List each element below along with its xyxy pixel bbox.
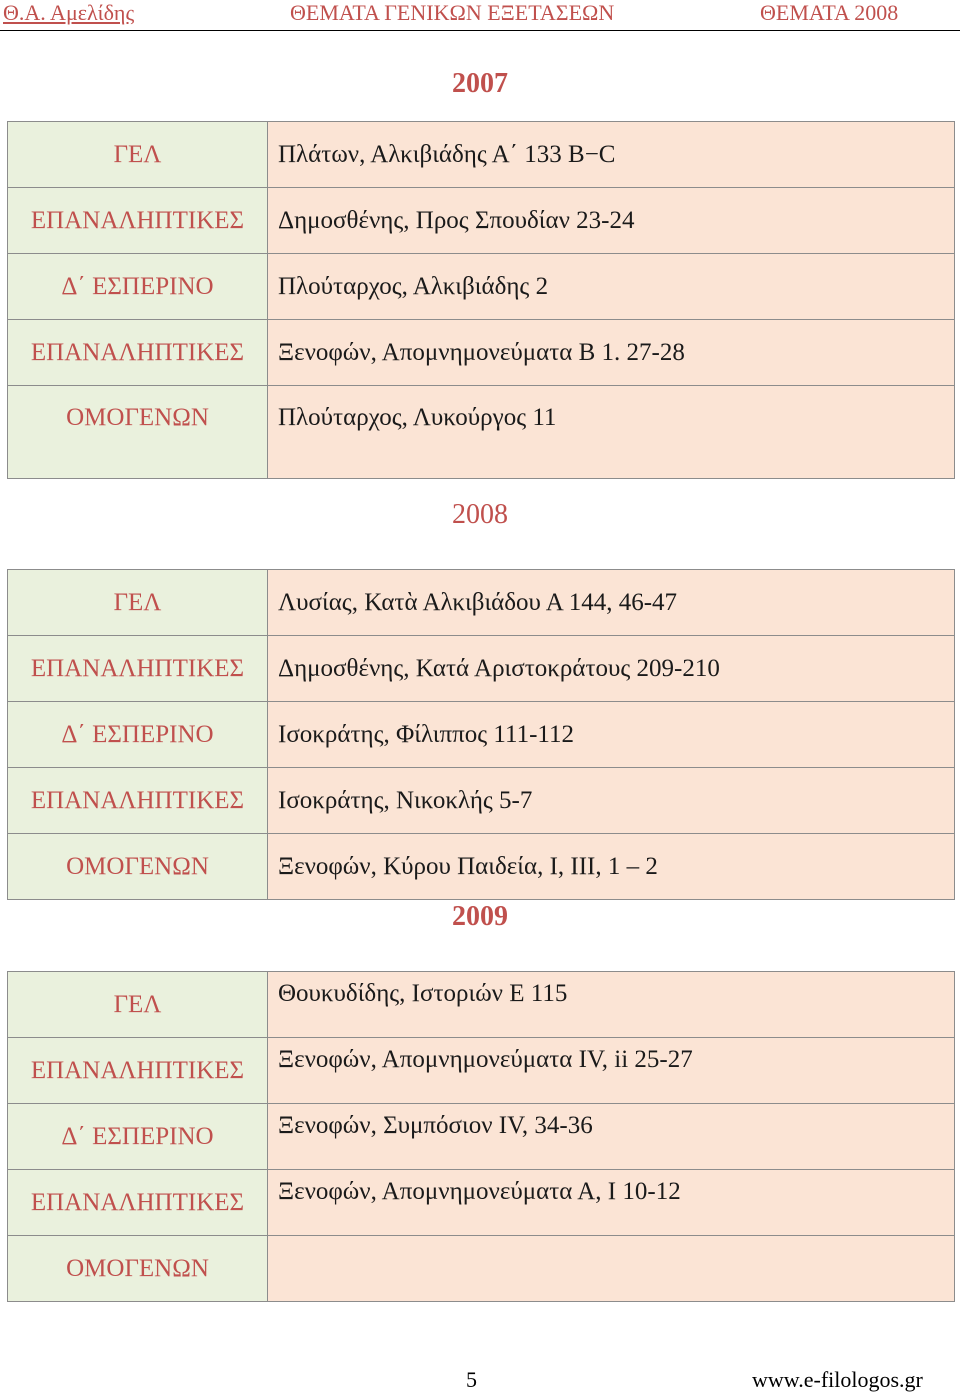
header-divider [0, 30, 960, 31]
category-cell: ΕΠΑΝΑΛΗΠΤΙΚΕΣ [8, 636, 268, 702]
category-cell: ΟΜΟΓΕΝΩΝ [8, 1236, 268, 1302]
page-number: 5 [466, 1367, 477, 1392]
year-heading-2007: 2007 [452, 68, 508, 99]
text-cell: Πλούταρχος, Λυκούργος 11 [268, 386, 955, 479]
table-row [8, 1038, 955, 1104]
exam-table-2007 [7, 121, 955, 479]
category-cell: ΟΜΟΓΕΝΩΝ [8, 386, 268, 479]
header-title: ΘΕΜΑΤΑ ΓΕΝΙΚΩΝ ΕΞΕΤΑΣΕΩΝ [290, 0, 615, 25]
header-right: ΘΕΜΑΤΑ 2008 [760, 0, 899, 25]
text-cell: Ξενοφών, Απομνημονεύματα Α, Ι 10-12 [268, 1170, 955, 1236]
category-cell: ΕΠΑΝΑΛΗΠΤΙΚΕΣ [8, 320, 268, 386]
year-heading-2009: 2009 [452, 901, 508, 932]
text-cell: Δημοσθένης, Κατά Αριστοκράτους 209-210 [268, 636, 955, 702]
table-row [8, 570, 955, 636]
category-cell: Δ΄ ΕΣΠΕΡΙΝΟ [8, 254, 268, 320]
year-heading-2008: 2008 [452, 499, 508, 530]
footer-site: www.e-filologos.gr [752, 1367, 923, 1392]
category-cell: ΟΜΟΓΕΝΩΝ [8, 834, 268, 900]
text-cell: Ξενοφών, Απομνημονεύματα IV, ii 25-27 [268, 1038, 955, 1104]
category-cell: ΕΠΑΝΑΛΗΠΤΙΚΕΣ [8, 768, 268, 834]
category-cell: Δ΄ ΕΣΠΕΡΙΝΟ [8, 1104, 268, 1170]
text-cell: Ξενοφών, Απομνημονεύματα Β 1. 27-28 [268, 320, 955, 386]
text-cell: Πλούταρχος, Αλκιβιάδης 2 [268, 254, 955, 320]
table-row [8, 386, 955, 479]
text-cell: Ισοκράτης, Νικοκλής 5-7 [268, 768, 955, 834]
text-cell: Δημοσθένης, Προς Σπουδίαν 23-24 [268, 188, 955, 254]
table-row [8, 320, 955, 386]
category-cell: ΕΠΑΝΑΛΗΠΤΙΚΕΣ [8, 1170, 268, 1236]
category-cell: ΕΠΑΝΑΛΗΠΤΙΚΕΣ [8, 1038, 268, 1104]
category-cell: ΕΠΑΝΑΛΗΠΤΙΚΕΣ [8, 188, 268, 254]
table-row [8, 768, 955, 834]
text-cell: Θουκυδίδης, Ιστοριών Ε 115 [268, 972, 955, 1038]
text-cell: Ξενοφών, Συμπόσιον IV, 34-36 [268, 1104, 955, 1170]
exam-table-2008 [7, 569, 955, 900]
table-row [8, 702, 955, 768]
table-row [8, 972, 955, 1038]
text-cell: Ισοκράτης, Φίλιππος 111-112 [268, 702, 955, 768]
table-row [8, 188, 955, 254]
exam-table-2009 [7, 971, 955, 1302]
text-cell: Πλάτων, Αλκιβιάδης Α΄ 133 Β−C [268, 122, 955, 188]
page-header [0, 0, 960, 30]
table-row [8, 1236, 955, 1302]
table-row [8, 834, 955, 900]
category-cell: ΓΕΛ [8, 122, 268, 188]
table-row [8, 1104, 955, 1170]
table-row [8, 254, 955, 320]
text-cell: Ξενοφών, Κύρου Παιδεία, Ι, ΙΙΙ, 1 – 2 [268, 834, 955, 900]
category-cell: Δ΄ ΕΣΠΕΡΙΝΟ [8, 702, 268, 768]
table-row [8, 636, 955, 702]
table-row [8, 1170, 955, 1236]
table-row [8, 122, 955, 188]
category-cell: ΓΕΛ [8, 972, 268, 1038]
text-cell: Λυσίας, Κατὰ Αλκιβιάδου Α 144, 46-47 [268, 570, 955, 636]
header-author: Θ.Α. Αμελίδης [3, 0, 135, 25]
text-cell [268, 1236, 955, 1302]
category-cell: ΓΕΛ [8, 570, 268, 636]
